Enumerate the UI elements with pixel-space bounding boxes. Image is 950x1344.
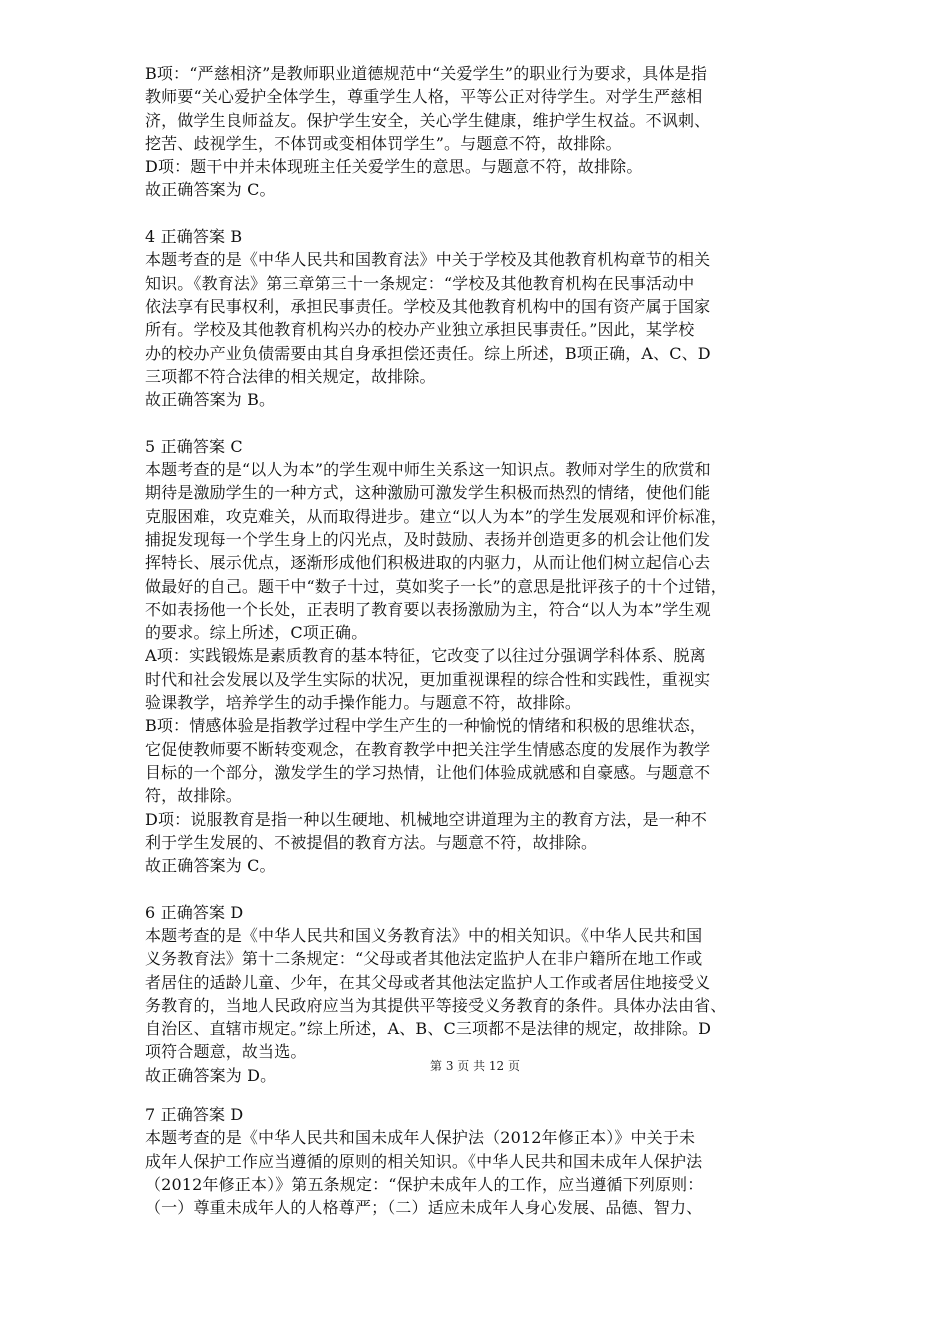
text-line: 利于学生发展的、不被提倡的教育方法。与题意不符，故排除。 xyxy=(145,832,598,852)
answer-conclusion: 故正确答案为 D。 xyxy=(145,1065,277,1085)
answer-4 xyxy=(145,225,807,411)
answer-5 xyxy=(145,435,807,878)
text-line: 挖苦、歧视学生，不体罚或变相体罚学生”。与题意不符，故排除。 xyxy=(145,133,622,153)
spacer xyxy=(145,411,807,434)
page-content-upper xyxy=(145,62,807,1087)
spacer xyxy=(145,202,807,225)
text-line: 本题考查的是“以人为本”的学生观中师生关系这一知识点。教师对学生的欣赏和 xyxy=(145,460,711,480)
page-number-footer: 第 3 页 共 12 页 xyxy=(430,1059,520,1073)
text-line: 教师要“关心爱护全体学生，尊重学生人格，平等公正对待学生。对学生严慈相 xyxy=(145,87,703,107)
spacer xyxy=(145,877,807,900)
answer-conclusion: 故正确答案为 C。 xyxy=(145,856,276,876)
answer-heading: 7 正确答案 D xyxy=(145,1105,244,1124)
text-line: A项：实践锻炼是素质教育的基本特征，它改变了以往过分强调学科体系、脱离 xyxy=(145,646,706,666)
answer-3-continuation xyxy=(145,62,807,202)
answer-heading: 4 正确答案 B xyxy=(145,227,243,247)
text-line: 义务教育法》第十二条规定：“父母或者其他法定监护人在非户籍所在地工作或 xyxy=(145,949,703,969)
text-line: 自治区、直辖市规定。”综上所述，A、B、C三项都不是法律的规定，故排除。D xyxy=(145,1019,712,1039)
text-line: 务教育的，当地人民政府应当为其提供平等接受义务教育的条件。具体办法由省、 xyxy=(145,995,727,1015)
text-line: 本题考查的是《中华人民共和国教育法》中关于学校及其他教育机构章节的相关 xyxy=(145,250,711,270)
answer-conclusion: 故正确答案为 B。 xyxy=(145,390,276,410)
text-line: 依法享有民事权利，承担民事责任。学校及其他教育机构中的国有资产属于国家 xyxy=(145,296,711,316)
answer-heading: 5 正确答案 C xyxy=(145,436,243,456)
text-line: （一）尊重未成年人的人格尊严；（二）适应未成年人身心发展、品德、智力、 xyxy=(145,1198,703,1218)
text-line: 时代和社会发展以及学生实际的状况，更加重视课程的综合性和实践性，重视实 xyxy=(145,669,711,689)
text-line: 知识。《教育法》第三章第三十一条规定：“学校及其他教育机构在民事活动中 xyxy=(145,273,695,293)
text-line: 济，做学生良师益友。保护学生安全，关心学生健康，维护学生权益。不讽刺、 xyxy=(145,110,711,130)
text-line: 它促使教师要不断转变观念，在教育教学中把关注学生情感态度的发展作为教学 xyxy=(145,739,711,759)
text-line: 办的校办产业负债需要由其自身承担偿还责任。综上所述，B项正确，A、C、D xyxy=(145,343,711,363)
text-line: 的要求。综上所述，C项正确。 xyxy=(145,623,368,643)
text-line: B项：情感体验是指教学过程中学生产生的一种愉悦的情绪和积极的思维状态， xyxy=(145,716,707,736)
text-line: 克服困难，攻克难关，从而取得进步。建立“以人为本”的学生发展观和评价标准， xyxy=(145,506,727,526)
text-line: 成年人保护工作应当遵循的原则的相关知识。《中华人民共和国未成年人保护法 xyxy=(145,1151,703,1171)
text-line: 项符合题意，故当选。 xyxy=(145,1042,307,1062)
text-line: D项：说服教育是指一种以生硬地、机械地空讲道理为主的教育方法，是一种不 xyxy=(145,809,708,829)
answer-7 xyxy=(145,1103,807,1219)
text-line: 挥特长、展示优点，逐渐形成他们积极进取的内驱力，从而让他们树立起信心去 xyxy=(145,553,711,573)
text-line: 期待是激励学生的一种方式，这种激励可激发学生积极而热烈的情绪，使他们能 xyxy=(145,483,711,503)
text-line: 三项都不符合法律的相关规定，故排除。 xyxy=(145,366,436,386)
text-line: 所有。学校及其他教育机构兴办的校办产业独立承担民事责任。”因此，某学校 xyxy=(145,320,695,340)
text-line: 符，故排除。 xyxy=(145,786,242,806)
text-line: 不如表扬他一个长处，正表明了教育要以表扬激励为主，符合“以人为本”学生观 xyxy=(145,599,711,619)
answer-conclusion: 故正确答案为 C。 xyxy=(145,180,276,200)
text-line: 本题考查的是《中华人民共和国未成年人保护法（2012年修正本）》中关于未 xyxy=(145,1128,696,1148)
text-line: 目标的一个部分，激发学生的学习热情，让他们体验成就感和自豪感。与题意不 xyxy=(145,762,711,782)
text-line: （2012年修正本）》第五条规定：“保护未成年人的工作，应当遵循下列原则： xyxy=(145,1174,704,1194)
text-line: 做最好的自己。题干中“数子十过，莫如奖子一长”的意思是批评孩子的十个过错， xyxy=(145,576,727,596)
text-line: 本题考查的是《中华人民共和国义务教育法》中的相关知识。《中华人民共和国 xyxy=(145,925,703,945)
text-line: D项：题干中并未体现班主任关爱学生的意思。与题意不符，故排除。 xyxy=(145,157,643,177)
text-line: 验课教学，培养学生的动手操作能力。与题意不符，故排除。 xyxy=(145,693,582,713)
page-content-lower xyxy=(145,1103,807,1219)
answer-heading: 6 正确答案 D xyxy=(145,902,244,922)
text-line: 者居住的适龄儿童、少年，在其父母或者其他法定监护人工作或者居住地接受义 xyxy=(145,972,711,992)
text-line: B项：“严慈相济”是教师职业道德规范中“关爱学生”的职业行为要求，具体是指 xyxy=(145,64,708,83)
text-line: 捕捉发现每一个学生身上的闪光点，及时鼓励、表扬并创造更多的机会让他们发 xyxy=(145,529,711,549)
